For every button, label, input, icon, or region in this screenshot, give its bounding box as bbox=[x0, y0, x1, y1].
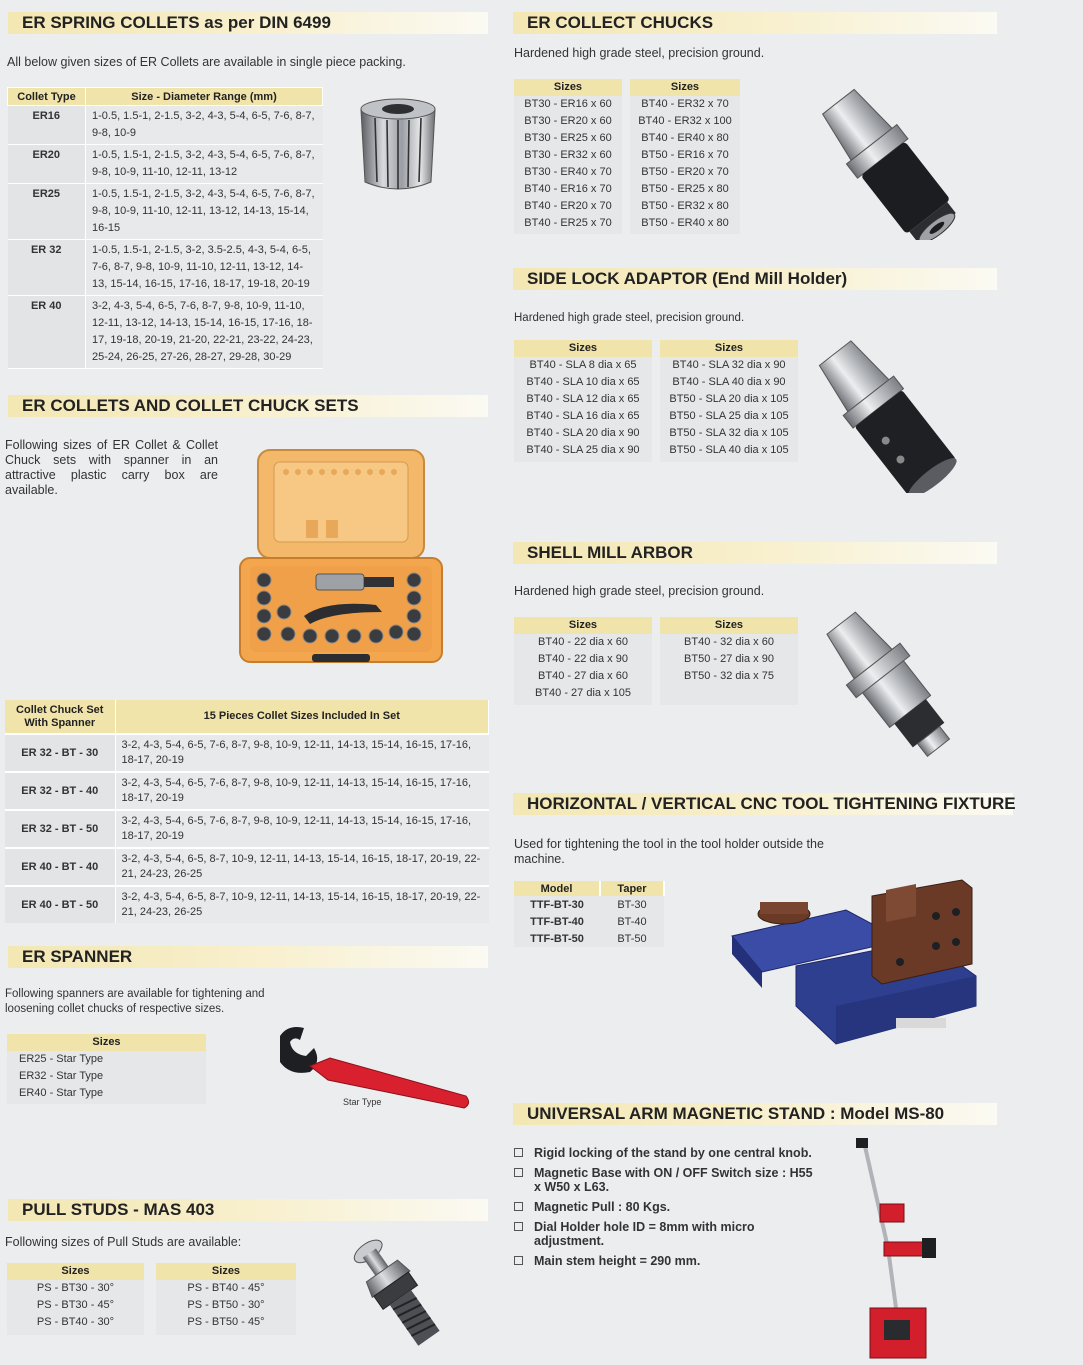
list-item: BT50 - 32 dia x 75 bbox=[684, 670, 774, 682]
list-item: BT40 - SLA 10 dia x 65 bbox=[526, 376, 640, 388]
list-item: PS - BT50 - 45° bbox=[187, 1316, 265, 1328]
chuck-set-cell: ER 40 - BT - 40 bbox=[5, 848, 115, 886]
table-row bbox=[8, 296, 323, 369]
feature-text: Rigid locking of the stand by one central knob. bbox=[534, 1146, 812, 1160]
checkbox-icon bbox=[514, 1168, 523, 1177]
side-lock-left-table bbox=[514, 340, 652, 462]
section-title-collet-sets: ER COLLETS AND COLLET CHUCK SETS bbox=[8, 395, 488, 417]
fixture-desc: Used for tightening the tool in the tool holder outside the machine. bbox=[514, 837, 824, 866]
list-item: BT50 - SLA 40 dia x 105 bbox=[669, 444, 789, 456]
feature-text: Dial Holder hole ID = 8mm with micro adjustment. bbox=[534, 1220, 755, 1248]
size-range-cell: 1-0.5, 1.5-1, 2-1.5, 3-2, 3.5-2.5, 4-3, 5-4, 6-5, 7-6, 8-7, 9-8, 10-9, 11-10, 12-11, 13-12, 14-13, 15-14, 16-15, 17-16, 18-17, 19-18, 20-19 bbox=[86, 240, 323, 296]
col-collet-chuck-set: Collet Chuck Set With Spanner bbox=[5, 700, 115, 734]
list-item: PS - BT50 - 30° bbox=[187, 1299, 265, 1311]
list-item: ER32 - Star Type bbox=[19, 1070, 104, 1082]
collet-type-cell: ER25 bbox=[8, 184, 86, 240]
list-item: BT40 - 27 dia x 60 bbox=[538, 670, 628, 682]
table-row bbox=[5, 734, 489, 772]
table-row bbox=[514, 930, 664, 947]
chuck-set-cell: ER 32 - BT - 40 bbox=[5, 772, 115, 810]
collet-sets-desc: Following sizes of ER Collet & Collet Chuck sets with spanner in an attractive plastic carry box are available. bbox=[5, 438, 218, 497]
collect-chucks-left-head: Sizes bbox=[514, 79, 622, 96]
collet-set-box-image bbox=[236, 440, 446, 668]
pull-studs-left-table bbox=[7, 1263, 144, 1335]
list-item: BT40 - ER16 x 70 bbox=[524, 183, 612, 195]
table-row bbox=[5, 886, 489, 923]
list-item: BT30 - ER32 x 60 bbox=[524, 149, 612, 161]
feature-text: Main stem height = 290 mm. bbox=[534, 1254, 701, 1268]
collect-chucks-right-head: Sizes bbox=[630, 79, 740, 96]
model-cell: TTF-BT-50 bbox=[514, 930, 600, 947]
table-row bbox=[514, 896, 664, 913]
section-title-er-spring-collets: ER SPRING COLLETS as per DIN 6499 bbox=[8, 12, 488, 34]
section-title-magnetic-stand: UNIVERSAL ARM MAGNETIC STAND : Model MS-80 bbox=[513, 1103, 997, 1125]
side-lock-left-head: Sizes bbox=[514, 340, 652, 357]
col-size-range: Size - Diameter Range (mm) bbox=[86, 88, 323, 106]
pull-studs-right-head: Sizes bbox=[156, 1263, 296, 1280]
model-cell: TTF-BT-40 bbox=[514, 913, 600, 930]
list-item: BT30 - ER20 x 60 bbox=[524, 115, 612, 127]
fixture-table bbox=[514, 881, 665, 947]
taper-cell: BT-50 bbox=[600, 930, 664, 947]
feature-text: Magnetic Base with ON / OFF Switch size : H55 x W50 x L63. bbox=[534, 1166, 813, 1194]
pull-stud-image bbox=[335, 1232, 461, 1357]
pull-studs-right-table bbox=[156, 1263, 296, 1335]
collect-chucks-left-table bbox=[514, 79, 622, 234]
shell-mill-right-table bbox=[660, 617, 798, 705]
side-lock-right-table bbox=[660, 340, 798, 462]
spanner-desc: Following spanners are available for tightening and loosening collet chucks of respective sizes. bbox=[5, 988, 265, 1015]
feature-item bbox=[514, 1166, 814, 1194]
collet-sizes-cell: 3-2, 4-3, 5-4, 6-5, 7-6, 8-7, 9-8, 10-9, 12-11, 14-13, 15-14, 16-15, 17-16, 18-17, 20-19 bbox=[115, 810, 489, 848]
pull-studs-desc: Following sizes of Pull Studs are available: bbox=[5, 1235, 242, 1249]
collet-sizes-cell: 3-2, 4-3, 5-4, 6-5, 7-6, 8-7, 9-8, 10-9, 12-11, 14-13, 15-14, 16-15, 17-16, 18-17, 20-19 bbox=[115, 772, 489, 810]
list-item: PS - BT40 - 45° bbox=[187, 1282, 265, 1294]
list-item: BT50 - ER25 x 80 bbox=[641, 183, 729, 195]
list-item: BT50 - SLA 20 dia x 105 bbox=[669, 393, 789, 405]
list-item: BT40 - 32 dia x 60 bbox=[684, 636, 774, 648]
list-item: ER25 - Star Type bbox=[19, 1053, 104, 1065]
section-title-shell-mill-arbor: SHELL MILL ARBOR bbox=[513, 542, 997, 564]
collect-chucks-right-table bbox=[630, 79, 740, 234]
list-item: BT40 - 27 dia x 105 bbox=[534, 687, 631, 699]
checkbox-icon bbox=[514, 1148, 523, 1157]
col-taper: Taper bbox=[600, 881, 664, 896]
col-collet-type: Collet Type bbox=[8, 88, 86, 106]
er-collet-image bbox=[355, 92, 441, 204]
size-range-cell: 1-0.5, 1.5-1, 2-1.5, 3-2, 4-3, 5-4, 6-5, 7-6, 8-7, 9-8, 10-9 bbox=[86, 106, 323, 145]
chuck-set-cell: ER 32 - BT - 50 bbox=[5, 810, 115, 848]
taper-cell: BT-40 bbox=[600, 913, 664, 930]
list-item: BT30 - ER25 x 60 bbox=[524, 132, 612, 144]
size-range-cell: 1-0.5, 1.5-1, 2-1.5, 3-2, 4-3, 5-4, 6-5, 7-6, 8-7, 9-8, 10-9, 11-10, 12-11, 13-12, 14-13, 15-14, 16-15 bbox=[86, 184, 323, 240]
list-item: BT40 - SLA 8 dia x 65 bbox=[529, 359, 637, 371]
list-item: BT40 - SLA 32 dia x 90 bbox=[672, 359, 786, 371]
list-item: BT40 - SLA 25 dia x 90 bbox=[526, 444, 640, 456]
tightening-fixture-image bbox=[726, 876, 996, 1046]
chuck-set-cell: ER 40 - BT - 50 bbox=[5, 886, 115, 923]
list-item: BT40 - 22 dia x 90 bbox=[538, 653, 628, 665]
list-item: BT40 - 22 dia x 60 bbox=[538, 636, 628, 648]
table-row bbox=[5, 810, 489, 848]
list-item: PS - BT40 - 30° bbox=[36, 1316, 115, 1328]
list-item: BT40 - SLA 20 dia x 90 bbox=[526, 427, 640, 439]
list-item: BT50 - ER40 x 80 bbox=[641, 217, 729, 229]
list-item: BT30 - ER16 x 60 bbox=[524, 98, 612, 110]
section-title-er-spanner: ER SPANNER bbox=[8, 946, 488, 968]
spanner-sizes-table bbox=[7, 1034, 206, 1104]
taper-cell: BT-30 bbox=[600, 896, 664, 913]
section-title-er-collect-chucks: ER COLLECT CHUCKS bbox=[513, 12, 997, 34]
collet-type-cell: ER 40 bbox=[8, 296, 86, 369]
side-lock-desc: Hardened high grade steel, precision ground. bbox=[514, 312, 745, 324]
list-item: BT40 - ER32 x 100 bbox=[638, 115, 732, 127]
er-collect-chuck-image bbox=[808, 82, 983, 240]
spanner-caption: Star Type bbox=[343, 1097, 382, 1107]
magnetic-stand-features bbox=[514, 1146, 814, 1274]
section-title-pull-studs: PULL STUDS - MAS 403 bbox=[8, 1199, 488, 1221]
collet-sets-table bbox=[5, 700, 489, 923]
list-item: BT40 - ER25 x 70 bbox=[524, 217, 612, 229]
er-spring-collets-table bbox=[7, 87, 323, 369]
list-item: BT50 - ER16 x 70 bbox=[641, 149, 729, 161]
col-model: Model bbox=[514, 881, 600, 896]
list-item: BT50 - SLA 25 dia x 105 bbox=[669, 410, 789, 422]
shell-mill-left-head: Sizes bbox=[514, 617, 652, 634]
list-item: ER40 - Star Type bbox=[19, 1087, 104, 1099]
er-spring-collets-desc: All below given sizes of ER Collets are available in single piece packing. bbox=[7, 55, 406, 69]
checkbox-icon bbox=[514, 1222, 523, 1231]
table-row bbox=[8, 240, 323, 296]
shell-mill-right-head: Sizes bbox=[660, 617, 798, 634]
section-title-tightening-fixture: HORIZONTAL / VERTICAL CNC TOOL TIGHTENING FIXTURE bbox=[513, 793, 1013, 815]
list-item: BT50 - ER20 x 70 bbox=[641, 166, 729, 178]
spanner-sizes-head: Sizes bbox=[7, 1034, 206, 1051]
feature-item bbox=[514, 1146, 814, 1160]
size-range-cell: 3-2, 4-3, 5-4, 6-5, 7-6, 8-7, 9-8, 10-9, 11-10, 12-11, 13-12, 14-13, 15-14, 16-15, 17-16, 18-17, 19-18, 20-19, 21-20, 22-21, 23-22, 24-23, 25-24, 26-25, 27-26, 28-27, 29-28, 30-29 bbox=[86, 296, 323, 369]
magnetic-stand-image bbox=[852, 1138, 942, 1360]
list-item: PS - BT30 - 30° bbox=[36, 1282, 115, 1294]
list-item: BT40 - ER32 x 70 bbox=[641, 98, 729, 110]
section-title-side-lock-adaptor: SIDE LOCK ADAPTOR (End Mill Holder) bbox=[513, 268, 997, 290]
shell-mill-arbor-image bbox=[812, 605, 978, 767]
col-collet-sizes: 15 Pieces Collet Sizes Included In Set bbox=[115, 700, 489, 734]
table-row bbox=[514, 913, 664, 930]
size-range-cell: 1-0.5, 1.5-1, 2-1.5, 3-2, 4-3, 5-4, 6-5, 7-6, 8-7, 9-8, 10-9, 11-10, 12-11, 13-12 bbox=[86, 145, 323, 184]
feature-item bbox=[514, 1254, 814, 1268]
feature-text: Magnetic Pull : 80 Kgs. bbox=[534, 1200, 671, 1214]
table-row bbox=[5, 848, 489, 886]
list-item: PS - BT30 - 45° bbox=[36, 1299, 115, 1311]
side-lock-adaptor-image bbox=[806, 335, 982, 493]
side-lock-right-head: Sizes bbox=[660, 340, 798, 357]
list-item: BT50 - SLA 32 dia x 105 bbox=[669, 427, 789, 439]
collet-type-cell: ER16 bbox=[8, 106, 86, 145]
pull-studs-left-head: Sizes bbox=[7, 1263, 144, 1280]
shell-mill-left-table bbox=[514, 617, 652, 705]
list-item: BT30 - ER40 x 70 bbox=[524, 166, 612, 178]
list-item: BT40 - SLA 16 dia x 65 bbox=[526, 410, 640, 422]
collet-sizes-cell: 3-2, 4-3, 5-4, 6-5, 8-7, 10-9, 12-11, 14-13, 15-14, 16-15, 18-17, 20-19, 22-21, 24-23, 26-25 bbox=[115, 848, 489, 886]
collet-type-cell: ER20 bbox=[8, 145, 86, 184]
collet-sizes-cell: 3-2, 4-3, 5-4, 6-5, 7-6, 8-7, 9-8, 10-9, 12-11, 14-13, 15-14, 16-15, 17-16, 18-17, 20-19 bbox=[115, 734, 489, 772]
collet-type-cell: ER 32 bbox=[8, 240, 86, 296]
checkbox-icon bbox=[514, 1256, 523, 1265]
list-item: BT40 - SLA 12 dia x 65 bbox=[526, 393, 640, 405]
list-item: BT50 - 27 dia x 90 bbox=[684, 653, 774, 665]
checkbox-icon bbox=[514, 1202, 523, 1211]
collet-sizes-cell: 3-2, 4-3, 5-4, 6-5, 8-7, 10-9, 12-11, 14-13, 15-14, 16-15, 18-17, 20-19, 22-21, 24-23, 26-25 bbox=[115, 886, 489, 923]
table-row bbox=[8, 145, 323, 184]
table-row bbox=[8, 106, 323, 145]
collect-chucks-desc: Hardened high grade steel, precision ground. bbox=[514, 46, 765, 60]
feature-item bbox=[514, 1200, 814, 1214]
list-item: BT50 - ER32 x 80 bbox=[641, 200, 729, 212]
list-item: BT40 - ER20 x 70 bbox=[524, 200, 612, 212]
shell-mill-desc: Hardened high grade steel, precision ground. bbox=[514, 584, 765, 598]
model-cell: TTF-BT-30 bbox=[514, 896, 600, 913]
list-item: BT40 - ER40 x 80 bbox=[641, 132, 729, 144]
table-row bbox=[5, 772, 489, 810]
table-row bbox=[8, 184, 323, 240]
list-item: BT40 - SLA 40 dia x 90 bbox=[672, 376, 786, 388]
feature-item bbox=[514, 1220, 814, 1248]
chuck-set-cell: ER 32 - BT - 30 bbox=[5, 734, 115, 772]
